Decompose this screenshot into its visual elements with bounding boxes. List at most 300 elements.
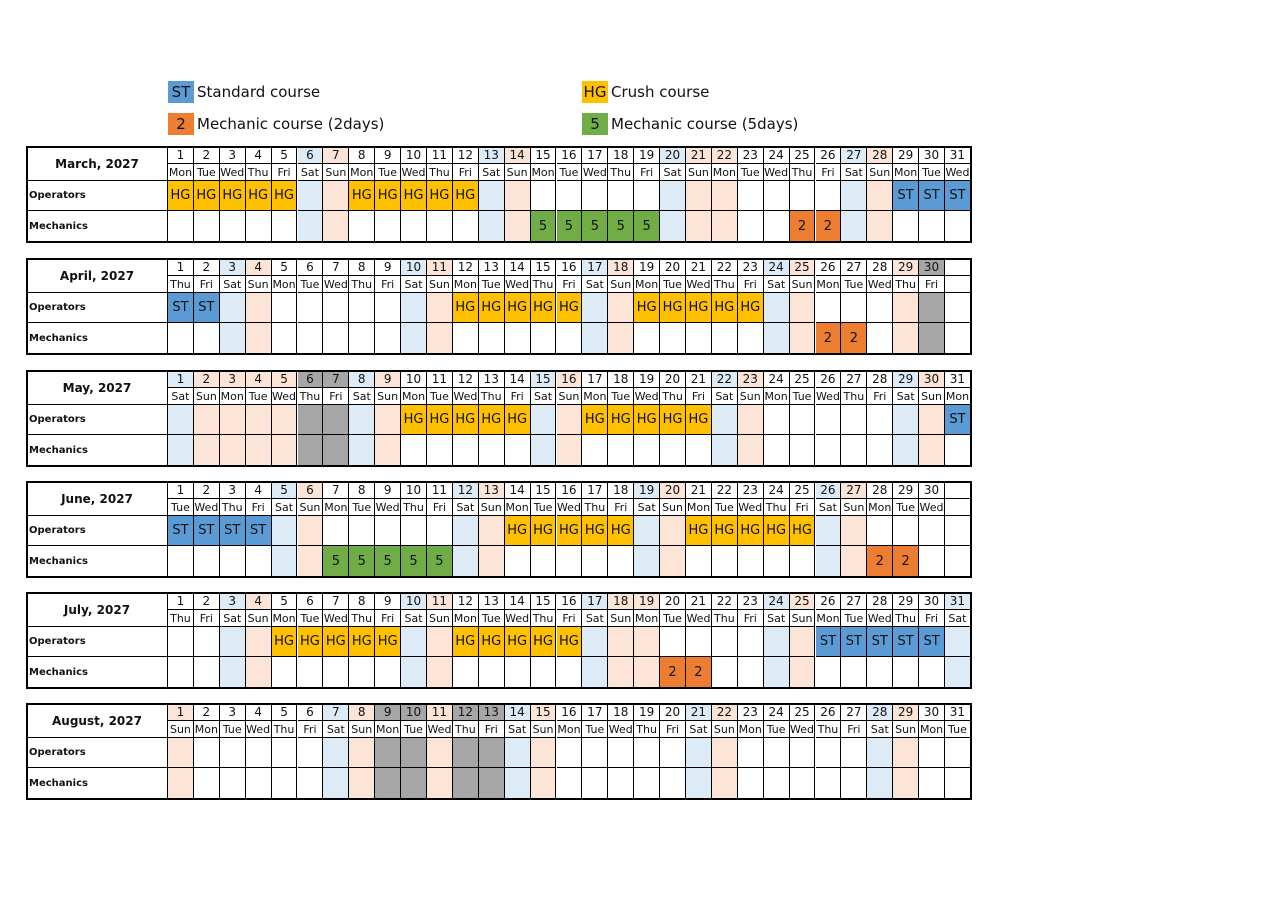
- day-number: 22: [712, 592, 738, 609]
- day-number: 1: [168, 146, 194, 163]
- row-label-mechanics: Mechanics: [26, 435, 168, 466]
- mechanic-slot: [298, 435, 324, 466]
- day-name: Sun: [375, 387, 401, 405]
- day-number: 10: [401, 370, 427, 387]
- day-name: Tue: [608, 387, 634, 405]
- operator-slot: HG: [453, 293, 479, 323]
- month-title: August, 2027: [26, 703, 168, 738]
- day-name: Fri: [323, 387, 349, 405]
- operator-slot: [557, 405, 583, 435]
- day-name: Mon: [323, 498, 349, 516]
- operator-slot: HG: [557, 516, 583, 546]
- mechanic-slot: 5: [375, 546, 401, 577]
- day-name: Fri: [919, 275, 945, 293]
- day-name: Thu: [349, 275, 375, 293]
- day-number: 7: [323, 481, 349, 498]
- day-number: 3: [220, 481, 246, 498]
- operator-slot: HG: [453, 627, 479, 657]
- mechanic-slot: [246, 211, 272, 242]
- operator-slot: HG: [272, 181, 298, 211]
- day-name: Tue: [298, 609, 324, 627]
- mechanic-slot: [375, 657, 401, 688]
- day-number: 25: [790, 146, 816, 163]
- row-label-operators: Operators: [26, 181, 168, 211]
- mechanic-slot: [349, 657, 375, 688]
- operator-slot: [298, 516, 324, 546]
- mechanic-slot: [816, 546, 842, 577]
- mechanic-slot: [427, 211, 453, 242]
- operator-slot: [298, 405, 324, 435]
- day-name: Mon: [816, 609, 842, 627]
- day-name: Sun: [608, 609, 634, 627]
- day-number: 16: [557, 146, 583, 163]
- day-name: Mon: [712, 163, 738, 181]
- day-name: Thu: [453, 720, 479, 738]
- mechanic-slot: [298, 211, 324, 242]
- operator-slot: [349, 738, 375, 768]
- day-number: 12: [453, 703, 479, 720]
- operator-slot: HG: [272, 627, 298, 657]
- day-name: Thu: [893, 275, 919, 293]
- operator-slot: [738, 627, 764, 657]
- day-name: Fri: [194, 609, 220, 627]
- day-name: Sat: [401, 275, 427, 293]
- mechanic-slot: [427, 768, 453, 799]
- operator-slot: [427, 516, 453, 546]
- operator-slot: HG: [712, 293, 738, 323]
- mechanic-slot: [945, 657, 971, 688]
- mechanic-slot: [272, 768, 298, 799]
- day-name: Tue: [298, 275, 324, 293]
- operator-slot: HG: [531, 627, 557, 657]
- mechanic-slot: [712, 435, 738, 466]
- mechanic-slot: [194, 657, 220, 688]
- operator-slot: [867, 293, 893, 323]
- day-number: 3: [220, 592, 246, 609]
- mechanic-slot: [531, 323, 557, 354]
- day-number: 24: [764, 370, 790, 387]
- day-number: 2: [194, 370, 220, 387]
- mechanic-slot: [479, 211, 505, 242]
- mechanic-slot: [582, 657, 608, 688]
- day-name: Thu: [531, 609, 557, 627]
- operator-slot: [349, 405, 375, 435]
- day-number: 4: [246, 592, 272, 609]
- mechanic-slot: 2: [790, 211, 816, 242]
- operator-slot: [945, 516, 971, 546]
- day-name: Mon: [893, 163, 919, 181]
- day-number: 12: [453, 370, 479, 387]
- operator-slot: [194, 405, 220, 435]
- operator-slot: ST: [867, 627, 893, 657]
- operator-slot: [660, 181, 686, 211]
- operator-slot: [764, 405, 790, 435]
- day-number: 11: [427, 370, 453, 387]
- mechanic-slot: [841, 657, 867, 688]
- mechanic-slot: [738, 323, 764, 354]
- mechanic-slot: [608, 435, 634, 466]
- day-name: Sat: [298, 163, 324, 181]
- day-number: 24: [764, 703, 790, 720]
- day-name: Sat: [867, 720, 893, 738]
- month-title: March, 2027: [26, 146, 168, 181]
- day-number: 25: [790, 258, 816, 275]
- day-number: 22: [712, 146, 738, 163]
- day-name: Tue: [841, 275, 867, 293]
- operator-slot: [738, 181, 764, 211]
- operator-slot: [686, 181, 712, 211]
- operator-slot: HG: [479, 627, 505, 657]
- mechanic-slot: [660, 323, 686, 354]
- day-number: 23: [738, 258, 764, 275]
- day-name: Mon: [919, 720, 945, 738]
- mechanic-slot: [323, 435, 349, 466]
- mechanic-slot: [194, 435, 220, 466]
- operator-slot: [349, 516, 375, 546]
- operator-slot: [168, 738, 194, 768]
- operator-slot: ST: [919, 627, 945, 657]
- day-number: 8: [349, 146, 375, 163]
- mechanic-slot: [168, 546, 194, 577]
- mechanic-slot: [531, 768, 557, 799]
- mechanic-slot: [712, 657, 738, 688]
- row-label-mechanics: Mechanics: [26, 323, 168, 354]
- day-name: Thu: [816, 720, 842, 738]
- row-label-mechanics: Mechanics: [26, 657, 168, 688]
- day-number: 15: [531, 370, 557, 387]
- mechanic-slot: [375, 435, 401, 466]
- row-label-operators: Operators: [26, 516, 168, 546]
- day-name: Sat: [893, 387, 919, 405]
- legend-label: Mechanic course (5days): [611, 115, 799, 133]
- operator-slot: [841, 738, 867, 768]
- day-name: Fri: [453, 163, 479, 181]
- day-name: Wed: [272, 387, 298, 405]
- day-number: 18: [608, 258, 634, 275]
- operator-slot: [582, 293, 608, 323]
- mechanic-slot: [401, 323, 427, 354]
- mechanic-slot: [582, 768, 608, 799]
- day-name: Tue: [919, 163, 945, 181]
- mechanic-slot: [582, 323, 608, 354]
- mechanic-slot: [298, 546, 324, 577]
- mechanic-slot: 5: [634, 211, 660, 242]
- mechanic-slot: [867, 657, 893, 688]
- day-number: 12: [453, 592, 479, 609]
- day-number: 17: [582, 146, 608, 163]
- day-number: 2: [194, 592, 220, 609]
- operator-slot: [867, 516, 893, 546]
- mechanic-slot: [349, 435, 375, 466]
- day-number: 30: [919, 258, 945, 275]
- day-name: Mon: [816, 275, 842, 293]
- day-number: 18: [608, 703, 634, 720]
- day-number: 3: [220, 703, 246, 720]
- mechanic-slot: 2: [816, 323, 842, 354]
- day-name: Sun: [168, 720, 194, 738]
- mechanic-slot: [945, 435, 971, 466]
- day-number: 6: [298, 146, 324, 163]
- operator-slot: [246, 405, 272, 435]
- mechanic-slot: [505, 546, 531, 577]
- day-number: 4: [246, 258, 272, 275]
- mechanic-slot: [505, 768, 531, 799]
- day-number: 5: [272, 258, 298, 275]
- month-title: July, 2027: [26, 592, 168, 627]
- day-name: Tue: [220, 720, 246, 738]
- operator-slot: HG: [634, 293, 660, 323]
- day-number: 10: [401, 703, 427, 720]
- mechanic-slot: [453, 768, 479, 799]
- day-name: Fri: [816, 163, 842, 181]
- operator-slot: [479, 738, 505, 768]
- operator-slot: HG: [375, 181, 401, 211]
- operator-slot: HG: [764, 516, 790, 546]
- day-name: Mon: [349, 163, 375, 181]
- day-number: 5: [272, 146, 298, 163]
- operator-slot: [608, 293, 634, 323]
- day-name: Thu: [790, 163, 816, 181]
- day-name: Fri: [479, 720, 505, 738]
- operator-slot: [893, 405, 919, 435]
- day-name: Sat: [841, 163, 867, 181]
- day-number: 10: [401, 481, 427, 498]
- operator-slot: [919, 516, 945, 546]
- operator-slot: [375, 516, 401, 546]
- day-name: Sun: [246, 275, 272, 293]
- day-name: Tue: [660, 609, 686, 627]
- day-name: Wed: [505, 609, 531, 627]
- day-name: [945, 498, 971, 516]
- day-name: Thu: [168, 609, 194, 627]
- mechanic-slot: [557, 546, 583, 577]
- day-name: Fri: [375, 609, 401, 627]
- mechanic-slot: [531, 657, 557, 688]
- day-number: 17: [582, 481, 608, 498]
- day-name: Thu: [349, 609, 375, 627]
- mechanic-slot: [634, 768, 660, 799]
- operator-slot: HG: [479, 405, 505, 435]
- day-name: Sun: [790, 275, 816, 293]
- day-number: 16: [557, 592, 583, 609]
- operator-slot: HG: [453, 405, 479, 435]
- operator-slot: [531, 738, 557, 768]
- operator-slot: ST: [816, 627, 842, 657]
- operator-slot: [634, 516, 660, 546]
- day-name: Sat: [323, 720, 349, 738]
- day-name: Sat: [945, 609, 971, 627]
- day-name: Fri: [919, 609, 945, 627]
- mechanic-slot: [816, 435, 842, 466]
- day-number: 21: [686, 703, 712, 720]
- operator-slot: HG: [557, 293, 583, 323]
- operator-slot: [686, 627, 712, 657]
- mechanic-slot: [893, 657, 919, 688]
- operator-slot: [401, 627, 427, 657]
- day-name: Sun: [738, 387, 764, 405]
- mechanic-slot: [790, 768, 816, 799]
- mechanic-slot: 2: [816, 211, 842, 242]
- operator-slot: HG: [686, 516, 712, 546]
- row-label-operators: Operators: [26, 627, 168, 657]
- day-number: 11: [427, 146, 453, 163]
- operator-slot: [816, 181, 842, 211]
- mechanic-slot: [893, 323, 919, 354]
- day-number: 10: [401, 592, 427, 609]
- day-number: 15: [531, 703, 557, 720]
- day-name: Thu: [298, 387, 324, 405]
- day-number: 15: [531, 481, 557, 498]
- mechanic-slot: [323, 211, 349, 242]
- mechanic-slot: [608, 768, 634, 799]
- day-number: 1: [168, 370, 194, 387]
- day-number: 13: [479, 703, 505, 720]
- day-name: Sun: [427, 609, 453, 627]
- day-number: 13: [479, 370, 505, 387]
- day-name: Fri: [634, 163, 660, 181]
- day-number: 24: [764, 258, 790, 275]
- mechanic-slot: [557, 435, 583, 466]
- mechanic-slot: [427, 435, 453, 466]
- day-name: Sun: [557, 387, 583, 405]
- mechanic-slot: [427, 323, 453, 354]
- day-number: 28: [867, 258, 893, 275]
- mechanic-slot: [246, 546, 272, 577]
- day-name: Tue: [479, 275, 505, 293]
- mechanic-slot: [582, 546, 608, 577]
- mechanic-slot: [220, 546, 246, 577]
- mechanic-slot: [919, 768, 945, 799]
- day-number: 20: [660, 592, 686, 609]
- day-number: 23: [738, 592, 764, 609]
- mechanic-slot: [349, 211, 375, 242]
- day-name: Wed: [686, 275, 712, 293]
- operator-slot: [764, 181, 790, 211]
- mechanic-slot: [919, 211, 945, 242]
- day-number: 30: [919, 703, 945, 720]
- day-name: Tue: [764, 720, 790, 738]
- mechanic-slot: [220, 435, 246, 466]
- operator-slot: [764, 738, 790, 768]
- day-name: Wed: [764, 163, 790, 181]
- operator-slot: HG: [194, 181, 220, 211]
- operator-slot: ST: [194, 293, 220, 323]
- legend-label: Standard course: [197, 83, 321, 101]
- mechanic-slot: [453, 211, 479, 242]
- day-number: 13: [479, 481, 505, 498]
- day-name: Tue: [349, 498, 375, 516]
- day-name: Tue: [660, 275, 686, 293]
- day-name: Sun: [531, 720, 557, 738]
- operator-slot: HG: [582, 516, 608, 546]
- operator-slot: [608, 181, 634, 211]
- day-number: 14: [505, 481, 531, 498]
- mechanic-slot: [945, 323, 971, 354]
- operator-slot: [453, 516, 479, 546]
- operator-slot: HG: [246, 181, 272, 211]
- day-number: 16: [557, 370, 583, 387]
- mechanic-slot: [790, 435, 816, 466]
- day-number: 27: [841, 370, 867, 387]
- operator-slot: HG: [375, 627, 401, 657]
- day-name: Wed: [401, 163, 427, 181]
- day-name: Wed: [323, 609, 349, 627]
- row-label-mechanics: Mechanics: [26, 211, 168, 242]
- day-number: 23: [738, 146, 764, 163]
- mechanic-slot: [168, 435, 194, 466]
- day-number: 26: [816, 258, 842, 275]
- operator-slot: [841, 293, 867, 323]
- operator-slot: HG: [220, 181, 246, 211]
- legend-swatch: 5: [582, 113, 608, 135]
- mechanic-slot: [945, 546, 971, 577]
- operator-slot: ST: [841, 627, 867, 657]
- day-name: Fri: [272, 163, 298, 181]
- mechanic-slot: 5: [582, 211, 608, 242]
- operator-slot: ST: [220, 516, 246, 546]
- operator-slot: HG: [582, 405, 608, 435]
- day-name: Wed: [246, 720, 272, 738]
- day-name: Thu: [272, 720, 298, 738]
- mechanic-slot: [401, 768, 427, 799]
- day-name: Thu: [427, 163, 453, 181]
- day-number: 30: [919, 370, 945, 387]
- day-name: Thu: [893, 609, 919, 627]
- operator-slot: HG: [453, 181, 479, 211]
- day-name: Sun: [867, 163, 893, 181]
- day-name: Wed: [582, 163, 608, 181]
- operator-slot: HG: [298, 627, 324, 657]
- day-name: Tue: [427, 387, 453, 405]
- day-number: 9: [375, 258, 401, 275]
- operator-slot: [608, 627, 634, 657]
- day-number: 2: [194, 703, 220, 720]
- day-name: Tue: [790, 387, 816, 405]
- day-name: Fri: [660, 720, 686, 738]
- mechanic-slot: 5: [427, 546, 453, 577]
- day-name: Tue: [168, 498, 194, 516]
- mechanic-slot: [790, 323, 816, 354]
- operator-slot: [272, 516, 298, 546]
- day-number: 14: [505, 258, 531, 275]
- operator-slot: HG: [608, 516, 634, 546]
- mechanic-slot: [841, 546, 867, 577]
- day-number: 20: [660, 703, 686, 720]
- operator-slot: [531, 181, 557, 211]
- day-number: 2: [194, 258, 220, 275]
- day-number: 5: [272, 370, 298, 387]
- mechanic-slot: [764, 768, 790, 799]
- mechanic-slot: [738, 768, 764, 799]
- mechanic-slot: [738, 435, 764, 466]
- operator-slot: [531, 405, 557, 435]
- day-number: 7: [323, 370, 349, 387]
- day-number: 26: [816, 703, 842, 720]
- operator-slot: [867, 738, 893, 768]
- day-name: Wed: [816, 387, 842, 405]
- mechanic-slot: [272, 435, 298, 466]
- row-label-mechanics: Mechanics: [26, 768, 168, 799]
- day-number: 15: [531, 592, 557, 609]
- operator-slot: [505, 181, 531, 211]
- day-name: Tue: [479, 609, 505, 627]
- day-number: 20: [660, 258, 686, 275]
- mechanic-slot: [945, 768, 971, 799]
- mechanic-slot: [375, 323, 401, 354]
- operator-slot: HG: [401, 181, 427, 211]
- day-number: 15: [531, 146, 557, 163]
- operator-slot: ST: [919, 181, 945, 211]
